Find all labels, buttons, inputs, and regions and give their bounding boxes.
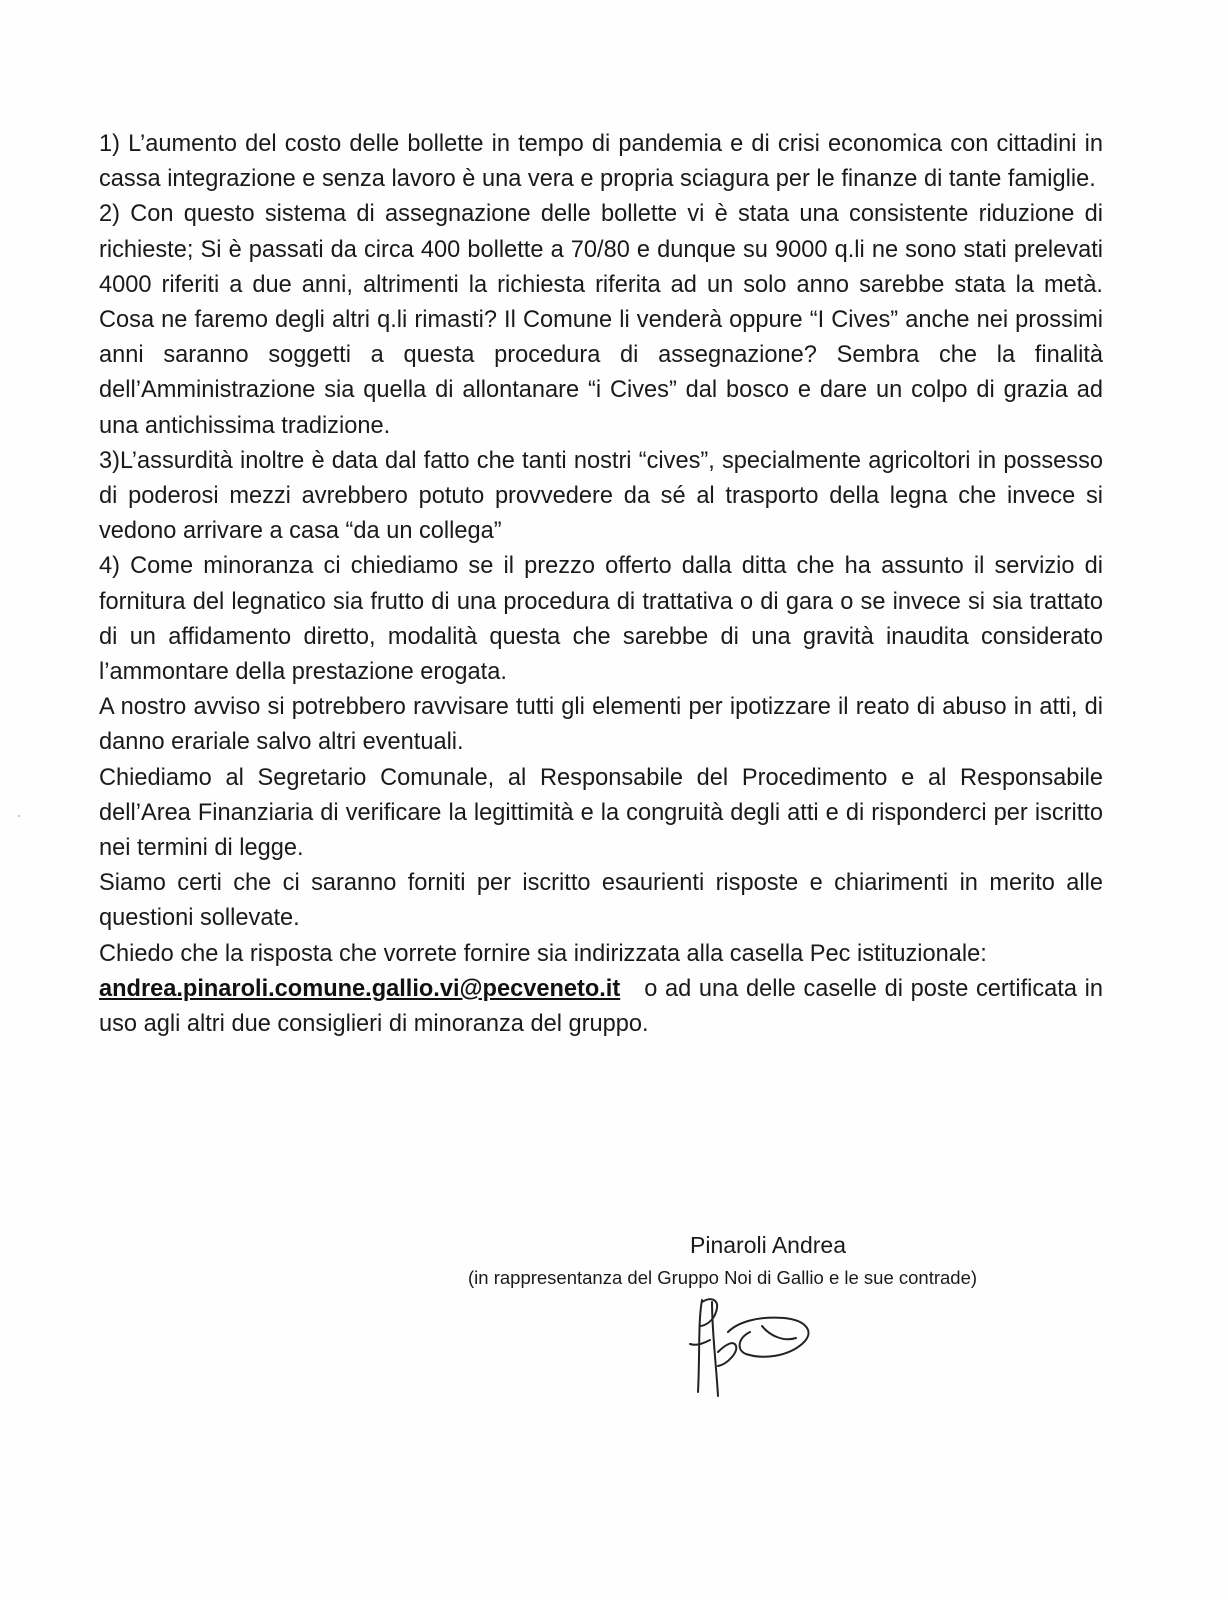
paragraph-4: 4) Come minoranza ci chiediamo se il prezzo offerto dalla ditta che ha assunto il servizio di fornitura del legnatico sia frutto di una procedura di trattativa o di gara o se invece si sia trattato di un affidamento diretto, modalità questa che sarebbe di una gravità inaudita considerato l’ammontare della prestazione erogata. bbox=[99, 553, 1103, 686]
paragraph-1: 1) L’aumento del costo delle bollette in tempo di pandemia e di crisi economica con cittadini in cassa integrazione e senza lavoro è una vera e propria sciagura per le finanze di tante famiglie. bbox=[99, 131, 1103, 193]
paragraph-2: 2) Con questo sistema di assegnazione delle bollette vi è stata una consistente riduzione di richieste; Si è passati da circa 400 bollette a 70/80 e dunque su 9000 q.li ne sono stati prelevati 4000 riferiti a due anni, altrimenti la richiesta riferita ad un solo anno sarebbe stata la metà. Cosa ne faremo degli altri q.li rimasti? Il Comune li venderà oppure “I Cives” anche nei prossimi anni saranno soggetti a questa procedura di assegnazione? Sembra che la finalità dell’Amministrazione sia quella di allontanare “i Cives” dal bosco e dare un colpo di grazia ad una antichissima tradizione. bbox=[99, 201, 1103, 439]
signatory-role: (in rappresentanza del Gruppo Noi di Gallio e le sue contrade) bbox=[468, 1267, 978, 1288]
paragraph-5: A nostro avviso si potrebbero ravvisare tutti gli elementi per ipotizzare il reato di abuso in atti, di danno erariale salvo altri eventuali. bbox=[99, 694, 1103, 756]
paragraph-7: Siamo certi che ci saranno forniti per iscritto esaurienti risposte e chiarimenti in merito alle questioni sollevate. bbox=[99, 870, 1103, 932]
contact-paragraph bbox=[99, 972, 1103, 1042]
contact-trailing-text: o ad una delle caselle di poste certificata in uso agli altri due consiglieri di minoranza del gruppo. bbox=[99, 975, 1103, 1038]
letter-body bbox=[99, 127, 1103, 1042]
paragraph-8: Chiedo che la risposta che vorrete fornire sia indirizzata alla casella Pec istituzionale: bbox=[99, 940, 987, 967]
scan-speck bbox=[18, 815, 20, 817]
handwritten-signature bbox=[688, 1292, 828, 1402]
pec-email-link[interactable]: andrea.pinaroli.comune.gallio.vi@pecveneto.it bbox=[99, 975, 621, 1002]
signatory-name: Pinaroli Andrea bbox=[690, 1232, 846, 1258]
paragraph-6: Chiediamo al Segretario Comunale, al Responsabile del Procedimento e al Responsabile dell’Area Finanziaria di verificare la legittimità e la congruità degli atti e di risponderci per iscritto nei termini di legge. bbox=[99, 764, 1103, 862]
paragraph-3: 3)L’assurdità inoltre è data dal fatto che tanti nostri “cives”, specialmente agricoltori in possesso di poderosi mezzi avrebbero potuto provvedere da sé al trasporto della legna che invece si vedono arrivare a casa “da un collega” bbox=[99, 447, 1103, 545]
